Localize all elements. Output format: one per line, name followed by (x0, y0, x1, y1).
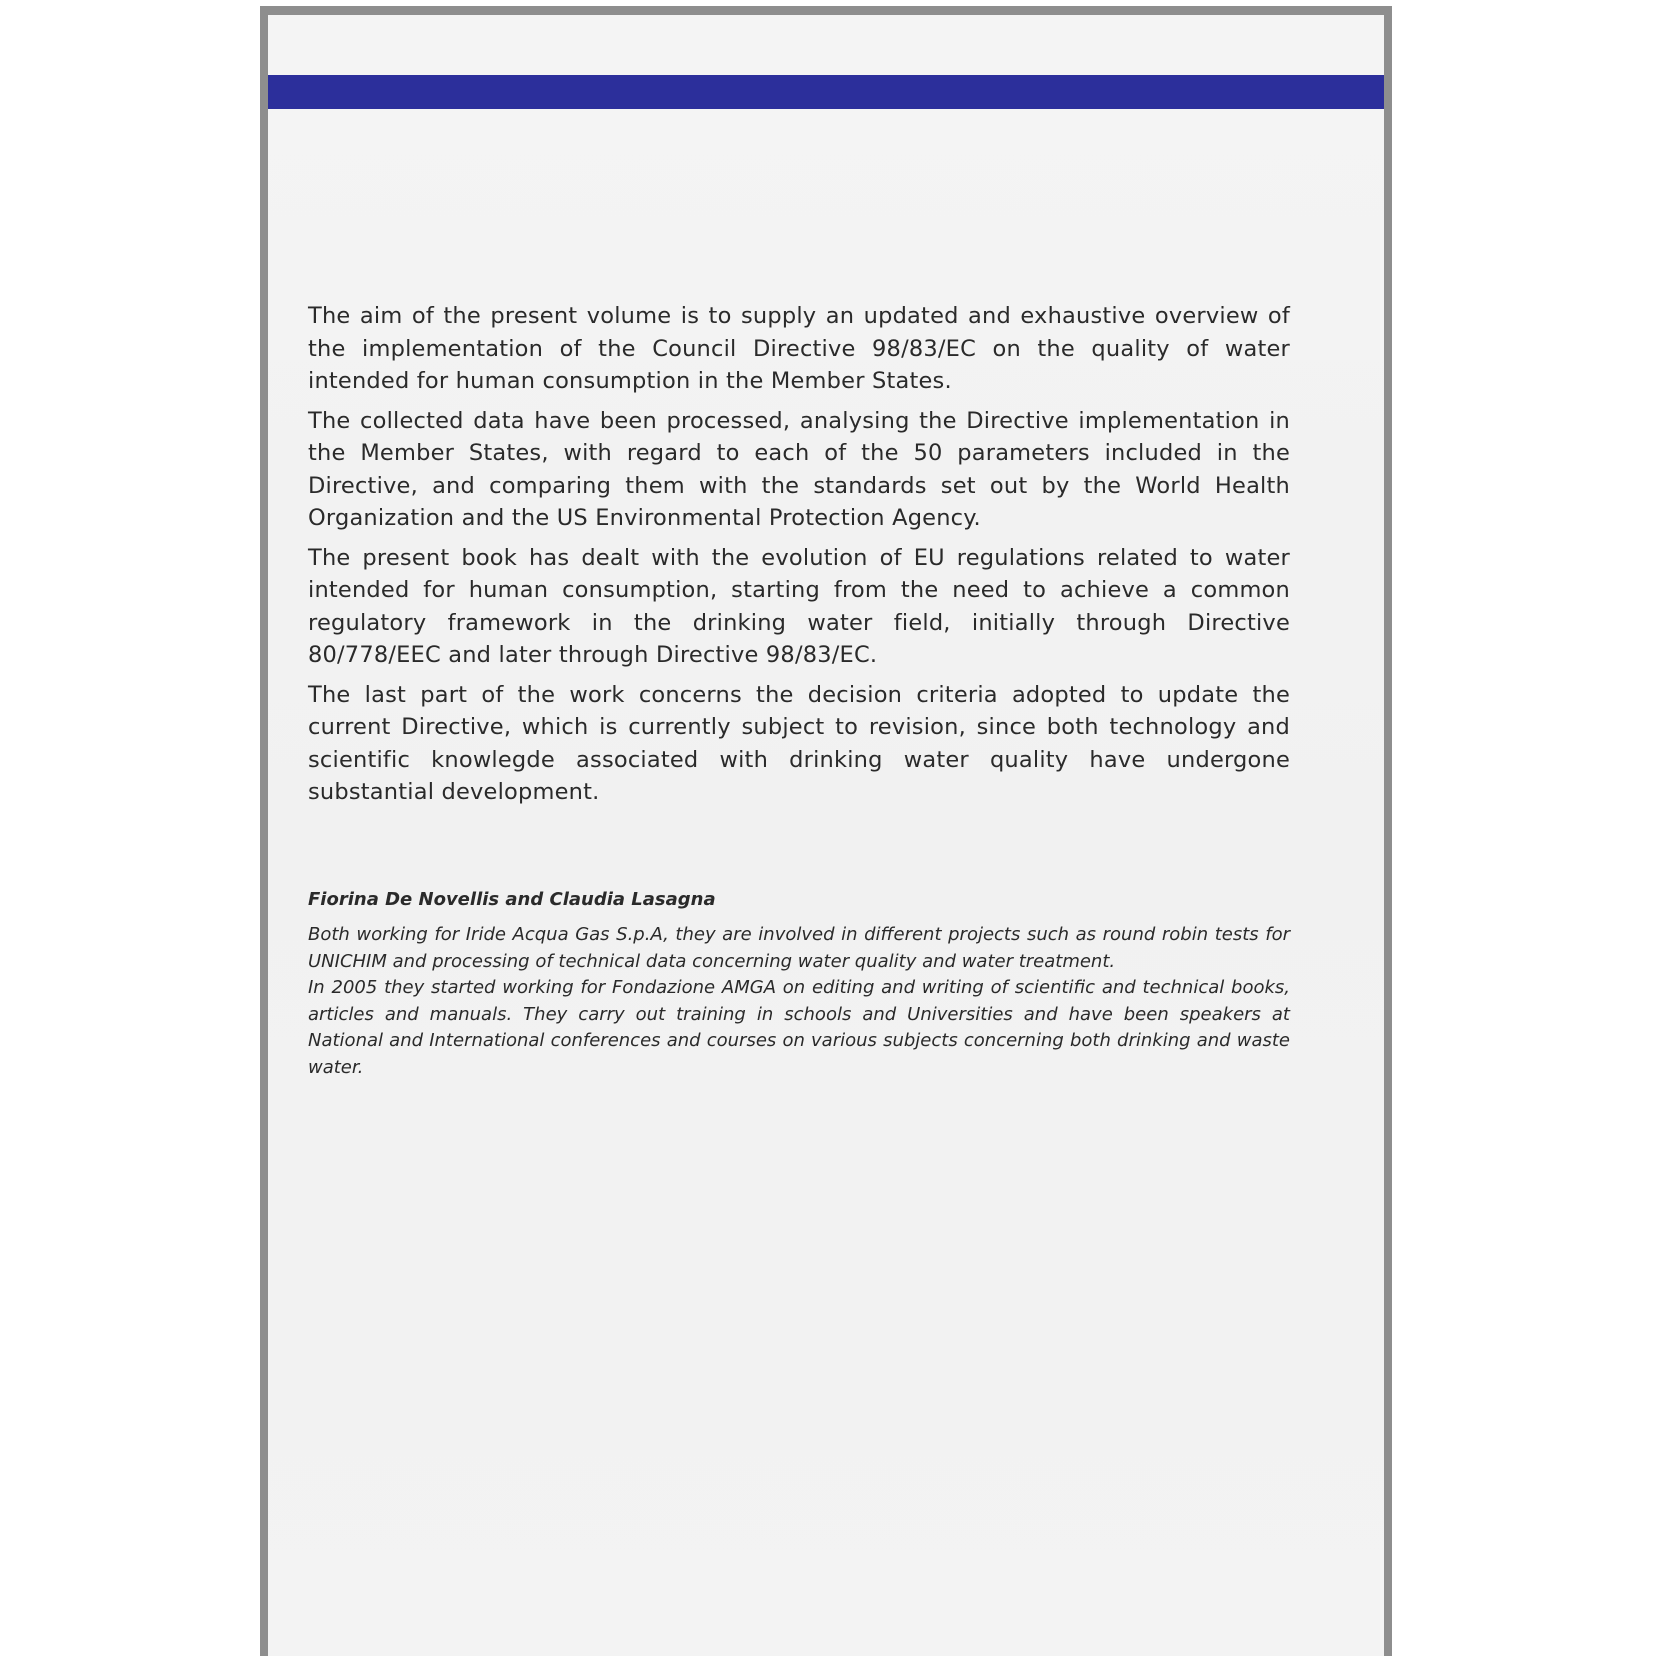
blurb-paragraph-2: The collected data have been processed, analysing the Directive implementation in the Member States, with regard to each of the 50 parameters included in the Directive, and comparing them with the standards set out by the World Health Organization and the US Environmental Protection Agency. (308, 407, 1290, 531)
cover-page (268, 15, 1384, 1656)
authors-section (308, 889, 1290, 1081)
blurb-paragraph-3: The present book has dealt with the evolution of EU regulations related to water intended for human consumption, starting from the need to achieve a common regulatory framework in the drinking water field, initially through Directive 80/778/EEC and later through Directive 98/83/EC. (308, 544, 1290, 668)
book-back-cover (260, 6, 1392, 1656)
cover-blurb (308, 300, 1290, 816)
blurb-paragraph-4: The last part of the work concerns the decision criteria adopted to update the current Directive, which is currently subject to revision, since both technology and scientific knowlegde associated with drinking water quality have undergone substantial development. (308, 681, 1290, 805)
author-bio-line-1: Both working for Iride Acqua Gas S.p.A, they are involved in different projects such as round robin tests for UNICHIM and processing of technical data concerning water quality and water treatment. (308, 924, 1290, 972)
author-names: Fiorina De Novellis and Claudia Lasagna (308, 889, 716, 910)
blurb-paragraph-1: The aim of the present volume is to supply an updated and exhaustive overview of the implementation of the Council Directive 98/83/EC on the quality of water intended for human consumption in the Member States. (308, 303, 1290, 394)
top-color-band (268, 75, 1384, 109)
author-bio-line-2: In 2005 they started working for Fondazione AMGA on editing and writing of scientific and technical books, articles and manuals. They carry out training in schools and Universities and have been speakers at National and International conferences and courses on various subjects concerning both drinking and waste water. (308, 977, 1290, 1078)
